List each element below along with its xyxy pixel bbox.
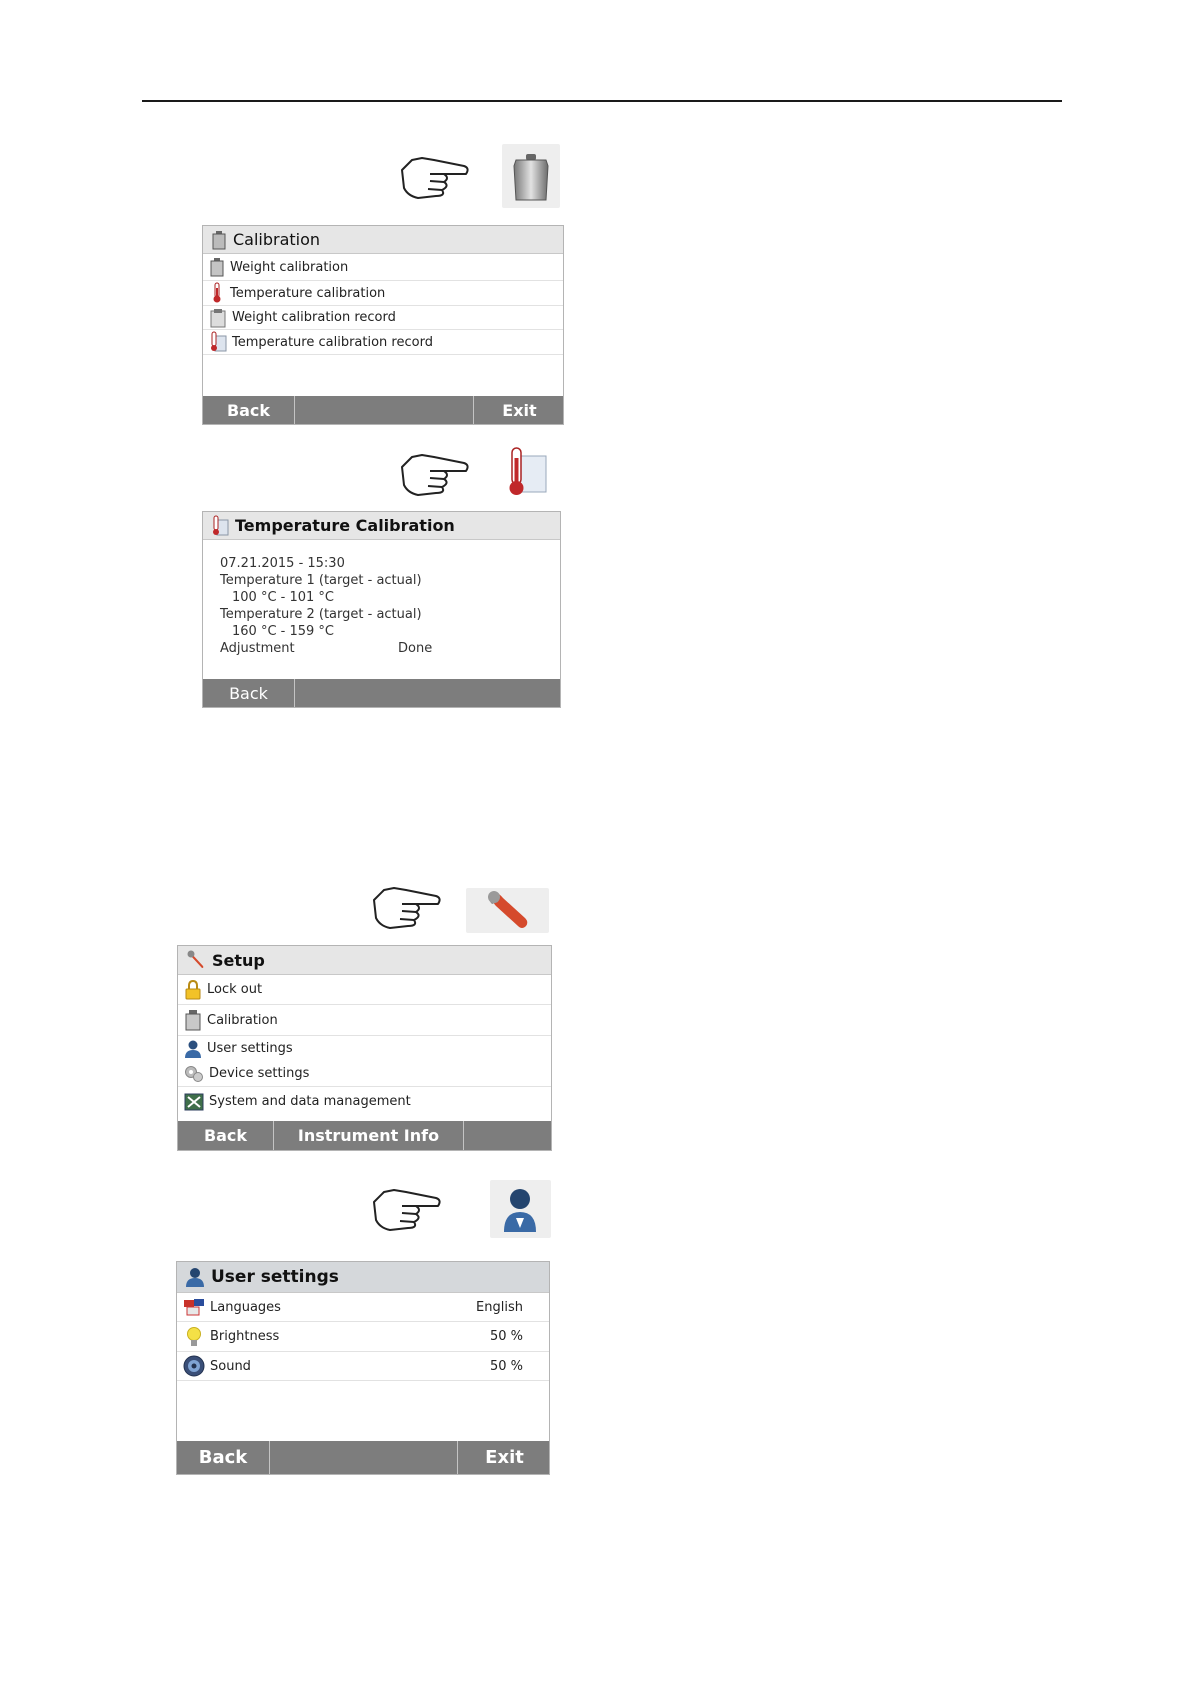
menu-item-lock-out[interactable] xyxy=(178,975,551,1005)
menu-item-user-settings[interactable] xyxy=(178,1036,551,1061)
wrench-icon xyxy=(466,888,549,933)
menu-item-label: Device settings xyxy=(209,1066,310,1081)
adjustment-label: Adjustment xyxy=(220,641,295,656)
user-settings-panel xyxy=(176,1261,550,1475)
menu-item-label: Calibration xyxy=(207,1012,278,1028)
temperature-1-label: Temperature 1 (target - actual) xyxy=(220,573,422,588)
bulb-icon xyxy=(183,1326,205,1348)
back-button[interactable]: Back xyxy=(229,683,268,703)
setting-row-languages[interactable] xyxy=(177,1293,549,1322)
calibration-app-button[interactable] xyxy=(502,144,560,208)
pointing-hand-icon xyxy=(372,1180,444,1240)
pointing-hand-icon xyxy=(372,878,444,938)
lock-icon xyxy=(184,980,202,1000)
pointing-hand-icon xyxy=(400,445,472,505)
page-title: Calibration xyxy=(233,230,321,249)
user-icon xyxy=(184,1039,202,1059)
setting-value: English xyxy=(476,1299,523,1315)
instrument-info-button[interactable]: Instrument Info xyxy=(297,1126,440,1145)
menu-item-label: Lock out xyxy=(207,982,263,997)
user-icon xyxy=(490,1180,551,1238)
menu-item-system-data-management[interactable] xyxy=(178,1087,551,1116)
temperature-2-value: 160 °C - 159 °C xyxy=(232,624,335,639)
temperature-calibration-footer xyxy=(203,679,560,707)
thermometer-record-icon xyxy=(209,331,227,353)
calibration-title-bar xyxy=(203,226,563,254)
weight-icon xyxy=(184,1009,202,1031)
menu-item-temperature-calibration-record[interactable] xyxy=(203,330,563,355)
setting-value: 50 % xyxy=(489,1329,523,1344)
setting-label: Brightness xyxy=(210,1329,280,1344)
setting-label: Sound xyxy=(210,1358,251,1374)
back-button[interactable]: Back xyxy=(198,1447,248,1468)
menu-item-label: Weight calibration record xyxy=(232,310,396,325)
menu-item-label: System and data management xyxy=(209,1094,411,1109)
calibration-footer xyxy=(203,396,563,424)
page-header-rule xyxy=(142,100,1062,102)
menu-item-weight-calibration[interactable] xyxy=(203,254,563,281)
menu-item-label: Temperature calibration record xyxy=(232,334,433,350)
temperature-calibration-title-bar xyxy=(203,512,560,540)
footer-divider xyxy=(294,679,295,707)
setup-footer xyxy=(178,1121,551,1150)
menu-item-calibration[interactable] xyxy=(178,1005,551,1036)
exit-button[interactable]: Exit xyxy=(485,1447,524,1468)
user-settings-title-bar xyxy=(177,1262,549,1293)
setting-row-sound[interactable] xyxy=(177,1352,549,1381)
page-title: Setup xyxy=(212,950,265,970)
system-icon xyxy=(184,1091,204,1113)
wrench-icon xyxy=(186,950,206,970)
back-button[interactable]: Back xyxy=(226,400,271,420)
menu-item-label: User settings xyxy=(207,1041,293,1056)
flags-icon xyxy=(183,1298,205,1316)
menu-item-weight-calibration-record[interactable] xyxy=(203,306,563,330)
setting-value: 50 % xyxy=(489,1358,523,1374)
weight-icon xyxy=(211,230,227,250)
user-icon xyxy=(185,1266,205,1288)
back-button[interactable]: Back xyxy=(203,1126,248,1145)
speaker-icon xyxy=(183,1355,205,1377)
temperature-1-value: 100 °C - 101 °C xyxy=(232,590,335,605)
menu-item-temperature-calibration[interactable] xyxy=(203,281,563,306)
footer-divider xyxy=(294,396,295,424)
setup-menu-panel xyxy=(177,945,552,1151)
pointing-hand-icon xyxy=(400,148,472,208)
user-settings-app-button[interactable] xyxy=(490,1180,551,1238)
setup-app-button[interactable] xyxy=(466,888,549,933)
page-title: Temperature Calibration xyxy=(235,516,455,535)
footer-divider xyxy=(269,1441,270,1474)
footer-divider xyxy=(463,1121,464,1150)
thermometer-icon xyxy=(209,282,225,304)
calibration-datetime: 07.21.2015 - 15:30 xyxy=(220,556,345,571)
adjustment-value: Done xyxy=(398,641,433,656)
weight-record-icon xyxy=(209,308,227,328)
menu-item-device-settings[interactable] xyxy=(178,1061,551,1087)
weight-icon xyxy=(502,144,560,208)
setting-label: Languages xyxy=(210,1299,281,1315)
thermometer-record-icon xyxy=(211,515,229,537)
weight-icon xyxy=(209,257,225,277)
temperature-2-label: Temperature 2 (target - actual) xyxy=(220,607,422,622)
temperature-calibration-panel xyxy=(202,511,561,708)
page-title: User settings xyxy=(211,1267,339,1287)
menu-item-label: Weight calibration xyxy=(230,259,349,275)
gears-icon xyxy=(184,1064,204,1084)
user-settings-footer xyxy=(177,1441,549,1474)
calibration-menu-panel xyxy=(202,225,564,425)
setup-title-bar xyxy=(178,946,551,975)
menu-item-label: Temperature calibration xyxy=(230,285,386,301)
thermometer-record-icon[interactable] xyxy=(504,446,552,498)
exit-button[interactable]: Exit xyxy=(502,400,537,420)
setting-row-brightness[interactable] xyxy=(177,1322,549,1352)
